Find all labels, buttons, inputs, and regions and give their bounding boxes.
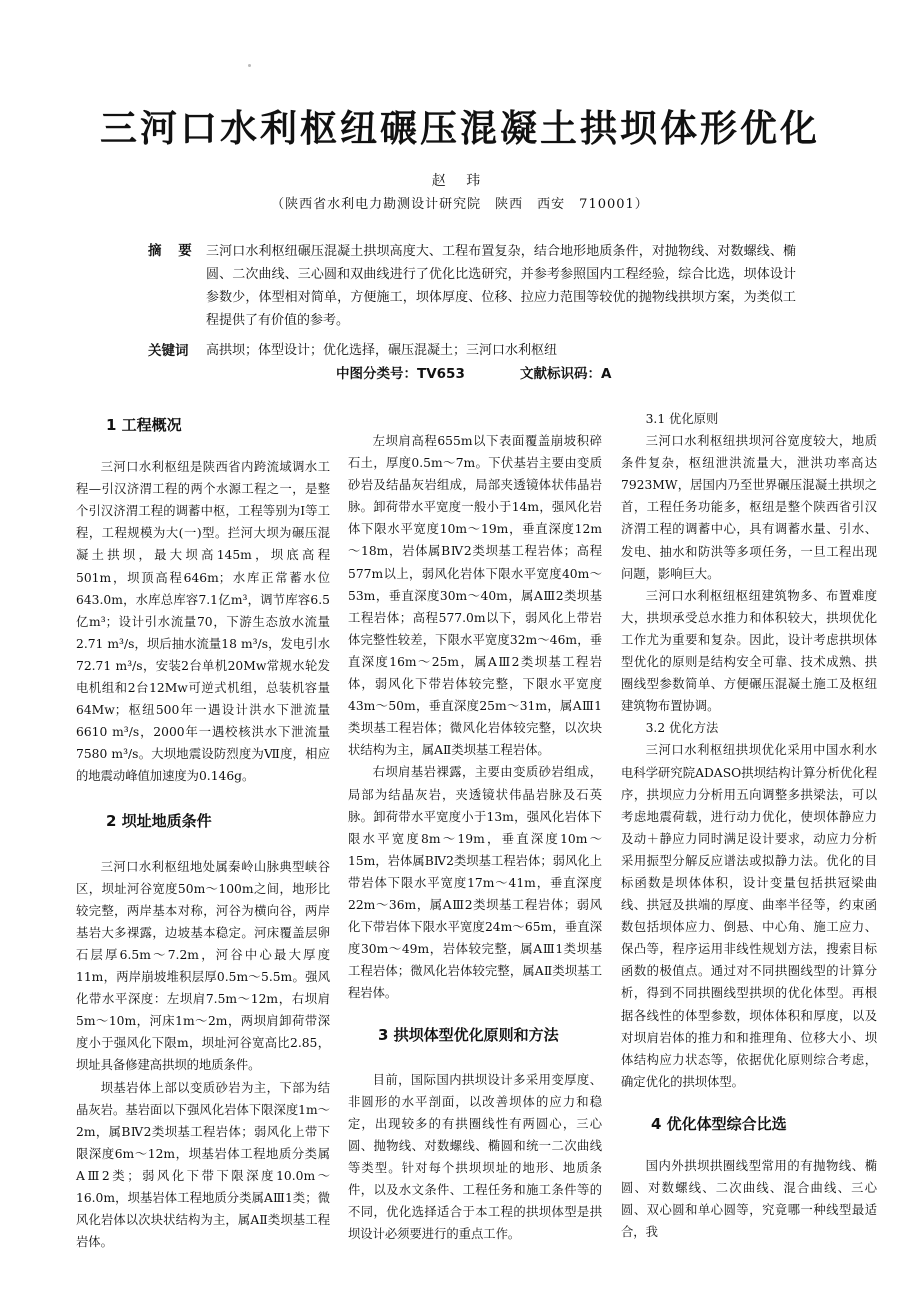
abstract-label: 摘 要 bbox=[148, 243, 198, 259]
section-2-paragraph-4: 右坝肩基岩裸露，主要由变质砂岩组成，局部为结晶灰岩，夹透镜状伟晶岩脉及石英脉。卸荷带水平宽度小于13m，强风化岩体下限水平宽度8m～19m，垂直深度10m～15m，岩体属BⅣ2类坝基工程岩体；弱风化上带岩体下限水平宽度17m～41m，垂直深度22m～36m，属AⅢ2类坝基工程岩体；弱风化下带岩体下限水平宽度24m～65m，垂直深度30m～49m，岩体较完整，属AⅢ1类坝基工程岩体；微风化岩体较完整，属AⅡ类坝基工程岩体。 bbox=[348, 765, 602, 1001]
section-3-1-heading: 3.1 优化原则 bbox=[645, 412, 719, 426]
section-3-2-paragraph: 三河口水利枢纽拱坝优化采用中国水利水电科学研究院ADASO拱坝结构计算分析优化程序，拱坝应力分析用五向调整多拱梁法，可以考虑地震荷载，进行动力优化，使坝体静应力及动＋静应力同时满足设计要求，动应力分析采用振型分解反应谱法或拟静力法。优化的目标函数是坝体体积，设计变量包括拱冠梁曲线、拱冠及拱端的厚度、曲率半径等，约束函数包括坝体应力、倒悬、中心角、施工应力、保凸等，程序运用非线性规划方法，搜索目标函数的极值点。通过对不同拱圈线型的计算分析，得到不同拱圈线型拱坝的优化体型。再根据各线性的体型参数，坝体体积和厚度，以及对坝肩岩体的推力和和推理角、位移大小、坝体结构应力状态等，依据优化原则综合考虑，确定优化的拱坝体型。 bbox=[621, 743, 877, 1089]
section-4-heading: 4 优化体型综合比选 bbox=[651, 1114, 787, 1133]
section-2-paragraph-2: 坝基岩体上部以变质砂岩为主，下部为结晶灰岩。基岩面以下强风化岩体下限深度1m～2m，属BⅣ2类坝基工程岩体；弱风化上带下限深度6m～12m，坝基岩体工程地质分类属AⅢ2类；弱风化下带下限深度10.0m～16.0m，坝基岩体工程地质分类属AⅢ1类；微风化岩体以次块状结构为主，属AⅡ类坝基工程岩体。 bbox=[76, 1080, 330, 1250]
section-2-paragraph-3: 左坝肩高程655m以下表面覆盖崩坡积碎石土，厚度0.5m～7m。下伏基岩主要由变质砂岩及结晶灰岩组成，局部夹透镜体状伟晶岩脉。卸荷带水平宽度一般小于14m，强风化岩体下限水平宽度10m～19m，垂直深度12m～18m，岩体属BⅣ2类坝基工程岩体；高程577m以上，弱风化岩体下限水平宽度40m～53m，垂直深度30m～40m，属AⅢ2类坝基工程岩体；高程577.0m以下，弱风化上带岩体完整性较差，下限水平宽度32m～46m，垂直深度16m～25m，属AⅢ2类坝基工程岩体，弱风化下带岩体较完整，下限水平宽度43m～50m，垂直深度25m～31m，属AⅢ1类坝基工程岩体；微风化岩体较完整，以次块状结构为主，属AⅡ类坝基工程岩体。 bbox=[348, 434, 602, 758]
section-3-2-heading: 3.2 优化方法 bbox=[645, 721, 719, 736]
section-1-heading: 1 工程概况 bbox=[106, 416, 182, 434]
paper-title: 三河口水利枢纽碾压混凝土拱坝体形优化 bbox=[100, 107, 820, 150]
section-2-heading: 2 坝址地质条件 bbox=[106, 811, 212, 830]
section-2-paragraph-1: 三河口水利枢纽地处属秦岭山脉典型峡谷区，坝址河谷宽度50m～100m之间，地形比较完整，两岸基本对称，河谷为横向谷，两岸基岩大多裸露，边坡基本稳定。河床覆盖层卵石层厚6.5m～7.2m，河谷中心最大厚度11m，两岸崩坡堆积层厚0.5m～5.5m。强风化带水平深度：左坝肩7.5m～12m，右坝肩5m～10m，河床1m～2m，两坝肩卸荷带深度小于强风化下限m，坝址河谷宽高比2.85，坝址具备修建高拱坝的地质条件。 bbox=[76, 859, 330, 1073]
section-3-1-paragraph-2: 三河口水利枢纽枢纽建筑物多、布置难度大，拱坝承受总水推力和体积较大，拱坝优化工作尤为重要和复杂。因此，设计考虑拱坝体型优化的原则是结构安全可靠、技术成熟、拱圈线型参数简单、方便碾压混凝土施工及枢纽建筑物布置协调。 bbox=[621, 588, 877, 714]
scan-speck bbox=[248, 64, 251, 67]
section-1-paragraph: 三河口水利枢纽是陕西省内跨流域调水工程—引汉济渭工程的两个水源工程之一，是整个引汉济渭工程的调蓄中枢，工程等别为Ⅰ等工程，工程规模为大(一)型。拦河大坝为碾压混凝土拱坝，最大坝高145m，坝底高程501m，坝顶高程646m；水库正常蓄水位643.0m，水库总库容7.1亿m³，调节库容6.5亿m³；设计引水流量70，下游生态放水流量2.71 m³/s，坝后抽水流量18 m³/s，发电引水72.71 m³/s，安装2台单机20Mw常规水轮发电机组和2台12Mw可逆式机组，总装机容量64Mw；枢纽500年一遇设计洪水下泄流量6610 m³/s，2000年一遇校核洪水下泄流量7580 m³/s。大坝地震设防烈度为Ⅶ度，相应的地震动峰值加速度为0.146g。 bbox=[76, 460, 330, 784]
abstract-text: 三河口水利枢纽碾压混凝土拱坝高度大、工程布置复杂，结合地形地质条件，对抛物线、对数螺线、椭圆、二次曲线、三心圆和双曲线进行了优化比选研究，并参考参照国内工程经验，综合比选，坝体设计参数少，体型相对简单，方便施工，坝体厚度、位移、拉应力范围等较优的抛物线拱坝方案，为类似工程提供了有价值的参考。 bbox=[206, 244, 796, 328]
column-1 bbox=[76, 408, 330, 1253]
section-4-paragraph: 国内外拱坝拱圈线型常用的有抛物线、椭圆、对数螺线、二次曲线、混合曲线、三心圆、双心圆和单心圆等，究竟哪一种线型最适合，我 bbox=[621, 1159, 877, 1240]
section-3-heading: 3 拱坝体型优化原则和方法 bbox=[378, 1026, 559, 1045]
section-3-1-paragraph-1: 三河口水利枢纽拱坝河谷宽度较大，地质条件复杂，枢纽泄洪流量大，泄洪功率高达7923MW，居国内乃至世界碾压混凝土拱坝之首，工程任务功能多，枢纽是整个陕西省引汉济渭工程的调蓄中心，具有调蓄水量、引水、发电、抽水和防洪等多项任务，一旦工程出现问题，影响巨大。 bbox=[621, 434, 877, 581]
section-3-paragraph: 目前，国际国内拱坝设计多采用变厚度、非圆形的水平剖面，以改善坝体的应力和稳定，出现较多的有拱圈线性有两圆心，三心圆、抛物线、对数螺线、椭圆和统一二次曲线等类型。针对每个拱坝坝址的地形、地质条件，以及水文条件、工程任务和施工条件等的不同，优化选择适合于本工程的拱坝体型是拱坝设计必须要进行的重点工作。 bbox=[348, 1072, 602, 1242]
document-code: 文献标识码：A bbox=[520, 366, 612, 382]
author: 赵 玮 bbox=[431, 173, 489, 189]
keywords-text: 高拱坝；体型设计；优化选择，碾压混凝土；三河口水利枢纽 bbox=[206, 343, 558, 358]
column-3 bbox=[621, 408, 877, 1243]
keywords-label: 关键词 bbox=[148, 343, 189, 359]
abstract-block bbox=[148, 240, 796, 332]
affiliation: （陕西省水利电力勘测设计研究院 陕西 西安 710001） bbox=[271, 197, 649, 212]
clc-number: 中图分类号：TV653 bbox=[336, 366, 465, 382]
column-2 bbox=[348, 408, 602, 1245]
keywords-block bbox=[148, 340, 796, 362]
